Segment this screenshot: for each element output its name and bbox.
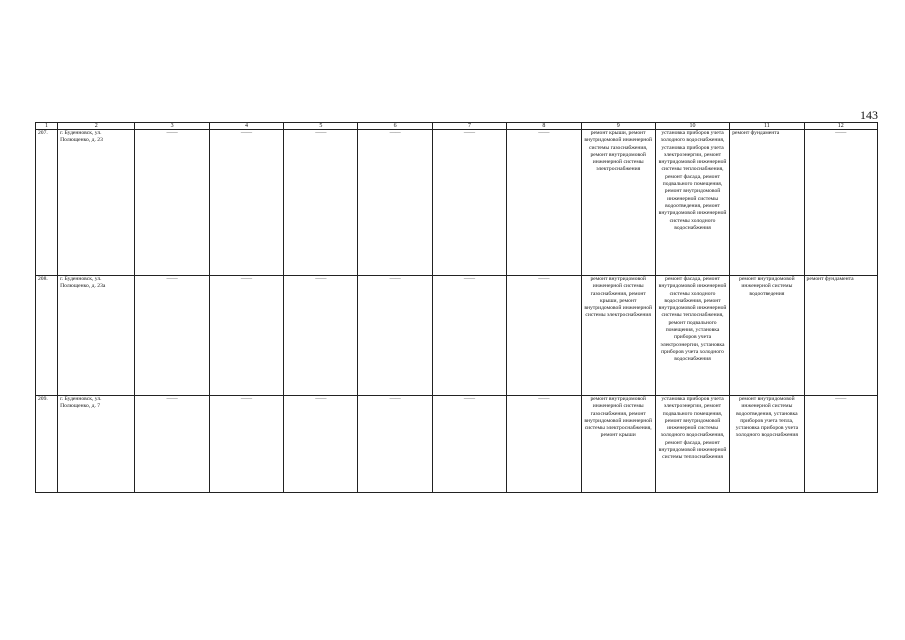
empty-dash-cell: —— bbox=[507, 396, 581, 493]
column-header: 8 bbox=[507, 123, 581, 130]
address-cell: г. Буденновск, ул. Полющенко, д. 23 bbox=[58, 130, 135, 276]
address-cell: г. Буденновск, ул. Полющенко, д. 7 bbox=[58, 396, 135, 493]
column-header: 1 bbox=[36, 123, 58, 130]
column-header: 6 bbox=[358, 123, 432, 130]
empty-dash-cell: —— bbox=[135, 130, 209, 276]
empty-dash-cell: —— bbox=[209, 396, 283, 493]
column-header: 5 bbox=[284, 123, 358, 130]
column-header: 4 bbox=[209, 123, 283, 130]
page-number: 143 bbox=[860, 108, 878, 122]
column-header: 11 bbox=[730, 123, 804, 130]
works-cell: ремонт фундамента bbox=[730, 130, 804, 276]
column-header: 10 bbox=[655, 123, 729, 130]
works-table bbox=[35, 122, 878, 493]
empty-dash-cell: —— bbox=[358, 276, 432, 396]
row-number: 209. bbox=[36, 396, 58, 493]
empty-dash-cell: —— bbox=[135, 396, 209, 493]
column-header: 12 bbox=[804, 123, 877, 130]
column-header: 9 bbox=[581, 123, 655, 130]
works-cell: ремонт фундамента bbox=[804, 276, 877, 396]
address-cell: г. Буденновск, ул. Полющенко, д. 23а bbox=[58, 276, 135, 396]
works-cell: ремонт внутридомовой инженерной системы газоснабжения, ремонт внутридомовой инженерной системы электроснабжения, ремонт крыши bbox=[581, 396, 655, 493]
works-cell: ремонт крыши, ремонт внутридомовой инженерной системы газоснабжения, ремонт внутридомовой инженерной системы электроснабжения bbox=[581, 130, 655, 276]
column-header: 3 bbox=[135, 123, 209, 130]
empty-dash-cell: —— bbox=[209, 276, 283, 396]
column-header: 7 bbox=[432, 123, 506, 130]
empty-dash-cell: —— bbox=[284, 396, 358, 493]
empty-dash-cell: —— bbox=[358, 396, 432, 493]
works-cell: установка приборов учета электроэнергии, ремонт подвального помещения, ремонт внутридомовой инженерной системы холодного водоснабжения, ремонт фасада, ремонт внутридомовой инженерной системы теплоснабжения bbox=[655, 396, 729, 493]
works-cell: ремонт фасада, ремонт внутридомовой инженерной системы холодного водоснабжения, ремонт внутридомовой инженерной системы теплоснабжения, ремонт подвального помещения, установка приборов учета электроэнергии, установка приборов учета холодного водоснабжения bbox=[655, 276, 729, 396]
empty-dash-cell: —— bbox=[432, 130, 506, 276]
empty-dash-cell: —— bbox=[358, 130, 432, 276]
works-cell: ремонт внутридомовой инженерной системы водоотведения bbox=[730, 276, 804, 396]
column-header: 2 bbox=[58, 123, 135, 130]
table-row bbox=[36, 276, 878, 396]
empty-dash-cell: —— bbox=[507, 276, 581, 396]
works-cell: установка приборов учета холодного водоснабжения, установка приборов учета электроэнергии, ремонт внутридомовой инженерной системы теплоснабжения, ремонт фасада, ремонт подвального помещения, ремонт внутридомовой инженерной системы водоотведения, ремонт внутридомовой инженерной системы холодного водоснабжения bbox=[655, 130, 729, 276]
table-row bbox=[36, 130, 878, 276]
row-number: 208. bbox=[36, 276, 58, 396]
column-number-row bbox=[36, 123, 878, 130]
empty-dash-cell: —— bbox=[432, 396, 506, 493]
empty-dash-cell: —— bbox=[284, 130, 358, 276]
row-number: 207. bbox=[36, 130, 58, 276]
empty-dash-cell: —— bbox=[507, 130, 581, 276]
empty-dash-cell: —— bbox=[804, 130, 877, 276]
works-cell: ремонт внутридомовой инженерной системы водоотведения, установка приборов учета тепла, установка приборов учета холодного водоснабжения bbox=[730, 396, 804, 493]
table-row bbox=[36, 396, 878, 493]
works-cell: ремонт внутридомовой инженерной системы газоснабжения, ремонт крыши, ремонт внутридомовой инженерной системы электроснабжения bbox=[581, 276, 655, 396]
empty-dash-cell: —— bbox=[804, 396, 877, 493]
empty-dash-cell: —— bbox=[284, 276, 358, 396]
empty-dash-cell: —— bbox=[209, 130, 283, 276]
empty-dash-cell: —— bbox=[135, 276, 209, 396]
empty-dash-cell: —— bbox=[432, 276, 506, 396]
